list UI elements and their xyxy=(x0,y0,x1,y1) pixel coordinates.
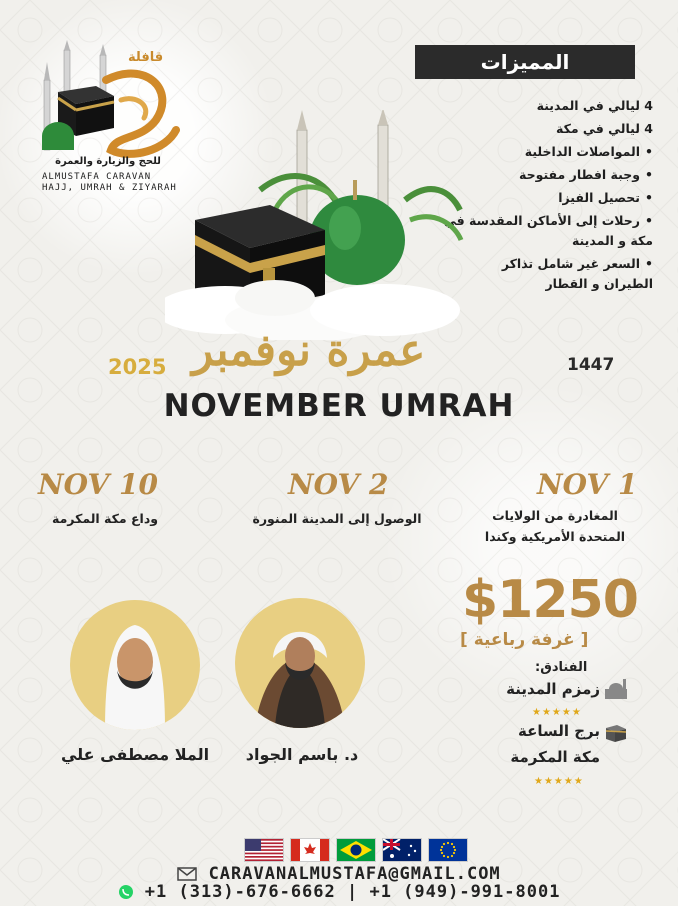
logo-tagline: للحج والزيارة والعمرة xyxy=(55,156,161,167)
itinerary-date-2: NOV 2 xyxy=(288,468,389,501)
person-icon xyxy=(235,598,365,728)
whatsapp-icon xyxy=(118,884,134,900)
hotel-madinah-stars: ★★★★★ xyxy=(532,707,582,718)
australia-flag-icon xyxy=(382,838,422,862)
usa-flag-icon xyxy=(244,838,284,862)
price-amount: $1250 xyxy=(462,570,638,630)
kaaba-mosque-illustration xyxy=(165,110,465,340)
feature-item: • وجبة افطار مفتوحة xyxy=(428,165,653,185)
contact-phone-row xyxy=(0,882,678,902)
eu-flag-icon xyxy=(428,838,468,862)
speaker-name-1: د. باسم الجواد xyxy=(245,745,359,764)
itinerary-label-2: الوصول إلى المدينة المنورة xyxy=(252,511,422,526)
feature-item: 4 ليالي في المدينة xyxy=(536,98,653,113)
hotel-makkah-line2: مكة المكرمة xyxy=(510,748,600,766)
itinerary-label-line: المغادرة من الولايات xyxy=(492,508,618,523)
country-flags xyxy=(244,838,468,862)
feature-item: 4 ليالي في مكة xyxy=(555,121,653,136)
itinerary-date-3: NOV 10 xyxy=(38,468,158,501)
title-year: 2025 xyxy=(108,355,167,379)
logo-caravan-word: قافلة xyxy=(128,50,164,65)
title-english: NOVEMBER UMRAH xyxy=(163,388,515,424)
itinerary-label-3: وداع مكة المكرمة xyxy=(51,511,159,526)
canada-flag-icon xyxy=(290,838,330,862)
envelope-icon xyxy=(177,867,197,881)
feature-item-line: رحلات إلى الأماكن المقدسة في xyxy=(443,213,640,228)
itinerary-label-line: المتحدة الأمريكية وكندا xyxy=(484,529,626,544)
hotels-label: الفنادق: xyxy=(535,660,588,675)
feature-item: • المواصلات الداخلية xyxy=(428,142,653,162)
kaaba-icon xyxy=(603,720,629,746)
hotel-madinah: زمزم المدينة xyxy=(506,680,600,698)
itinerary-date-1: NOV 1 xyxy=(537,468,638,501)
room-type: [ غرفة رباعية ] xyxy=(460,630,589,650)
title-arabic: عمرة نوفمبر xyxy=(192,325,426,376)
speaker-photo-mulla-mustafa xyxy=(70,600,200,730)
logo-english-line2: HAJJ, UMRAH & ZIYARAH xyxy=(42,183,177,193)
hotel-makkah-stars: ★★★★★ xyxy=(534,776,584,787)
contact-phones[interactable]: +1 (313)-676-6662 | +1 (949)-991-8001 xyxy=(144,882,561,902)
feature-item-line: الطيران و القطار xyxy=(545,276,653,291)
person-icon xyxy=(70,600,200,730)
itinerary-label-1 xyxy=(455,505,655,547)
hotel-makkah-line1: برج الساعة xyxy=(517,722,600,740)
speaker-name-2: الملا مصطفى علي xyxy=(60,745,210,764)
contact-email[interactable]: CARAVANALMUSTAFA@GMAIL.COM xyxy=(208,864,501,884)
logo-english-line1: ALMUSTAFA CARAVAN xyxy=(42,172,152,182)
logo-english xyxy=(42,172,177,194)
feature-item-line: السعر غير شامل تذاكر xyxy=(501,256,640,271)
title-hijri-year: 1447 xyxy=(567,355,615,375)
feature-item: • تحصيل الفيزا xyxy=(428,188,653,208)
mosque-icon xyxy=(603,675,629,701)
brazil-flag-icon xyxy=(336,838,376,862)
contact-email-row xyxy=(0,864,678,884)
feature-item-line: مكة و المدينة xyxy=(571,233,653,248)
speaker-photo-basim-aljawad xyxy=(235,598,365,728)
features-title: المميزات xyxy=(415,45,635,79)
